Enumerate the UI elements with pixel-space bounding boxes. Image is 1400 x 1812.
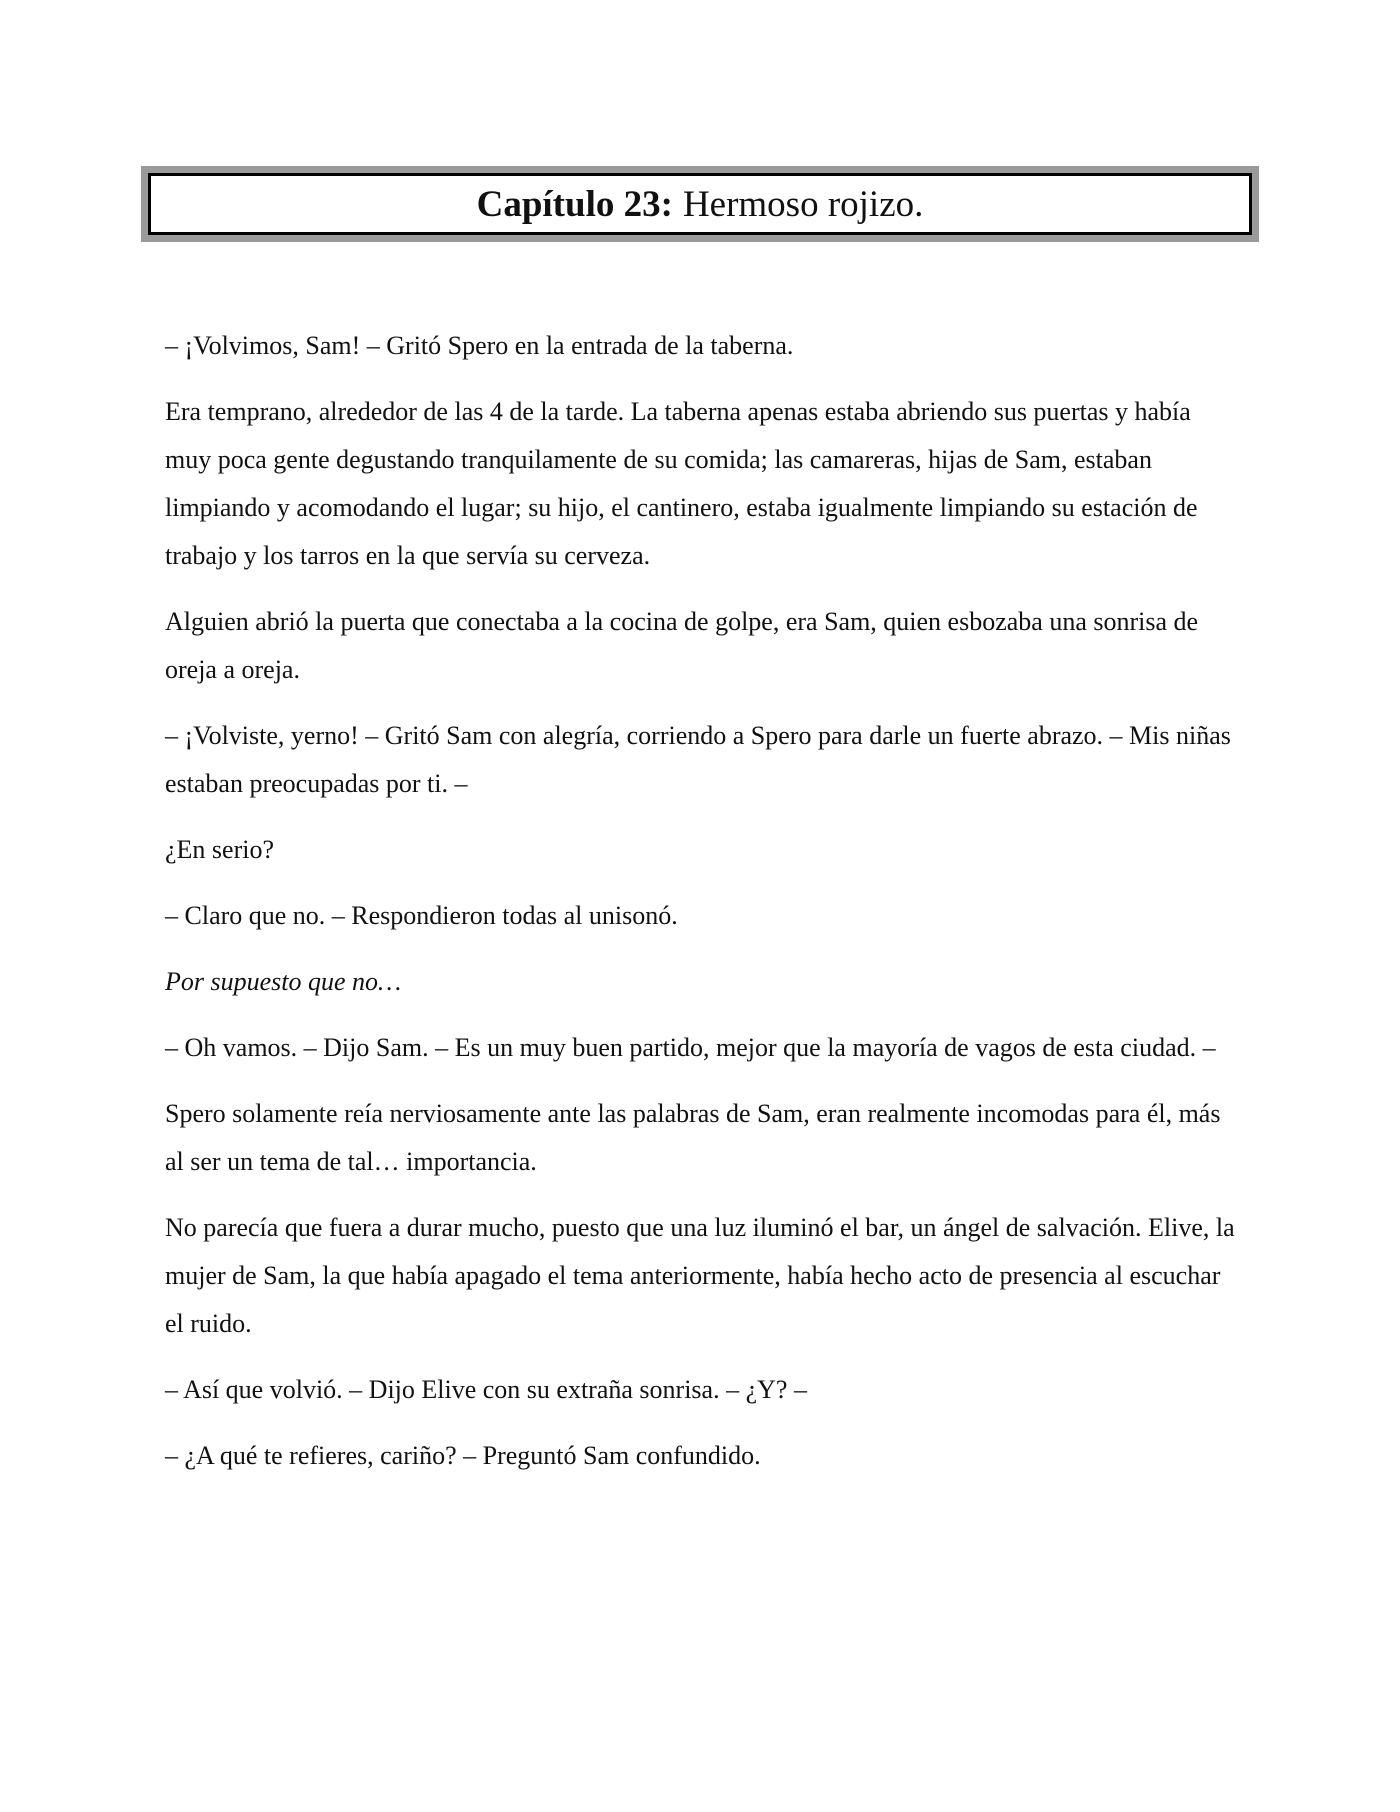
chapter-heading-frame: [141, 166, 1259, 242]
paragraph: – Claro que no. – Respondieron todas al unisonó.: [165, 901, 678, 930]
paragraph: ¿En serio?: [165, 835, 275, 864]
italic-thought: Por supuesto que no…: [165, 967, 402, 996]
chapter-body: [165, 322, 1240, 1498]
chapter-heading: [148, 173, 1252, 235]
paragraph: – ¿A qué te refieres, cariño? – Preguntó Sam confundido.: [165, 1441, 761, 1470]
paragraph: No parecía que fuera a durar mucho, puesto que una luz iluminó el bar, un ángel de salvación. Elive, la mujer de Sam, la que había apagado el tema anteriormente, había hecho acto de presencia al escuchar el ruido.: [165, 1213, 1235, 1338]
paragraph: Era temprano, alrededor de las 4 de la tarde. La taberna apenas estaba abriendo sus puertas y había muy poca gente degustando tranquilamente de su comida; las camareras, hijas de Sam, estaban limpiando y acomodando el lugar; su hijo, el cantinero, estaba igualmente limpiando su estación de trabajo y los tarros en la que servía su cerveza.: [165, 397, 1198, 570]
paragraph: – ¡Volvimos, Sam! – Gritó Spero en la entrada de la taberna.: [165, 331, 794, 360]
paragraph: – Oh vamos. – Dijo Sam. – Es un muy buen partido, mejor que la mayoría de vagos de esta ciudad. –: [165, 1033, 1216, 1062]
chapter-number: Capítulo 23:: [476, 183, 673, 225]
paragraph: – Así que volvió. – Dijo Elive con su extraña sonrisa. – ¿Y? –: [165, 1375, 807, 1404]
paragraph: Alguien abrió la puerta que conectaba a la cocina de golpe, era Sam, quien esbozaba una sonrisa de oreja a oreja.: [165, 607, 1199, 684]
paragraph: Spero solamente reía nerviosamente ante las palabras de Sam, eran realmente incomodas para él, más al ser un tema de tal… importancia.: [165, 1099, 1221, 1176]
paragraph: – ¡Volviste, yerno! – Gritó Sam con alegría, corriendo a Spero para darle un fuerte abrazo. – Mis niñas estaban preocupadas por ti. –: [165, 721, 1231, 798]
chapter-title: Hermoso rojizo.: [682, 183, 924, 225]
